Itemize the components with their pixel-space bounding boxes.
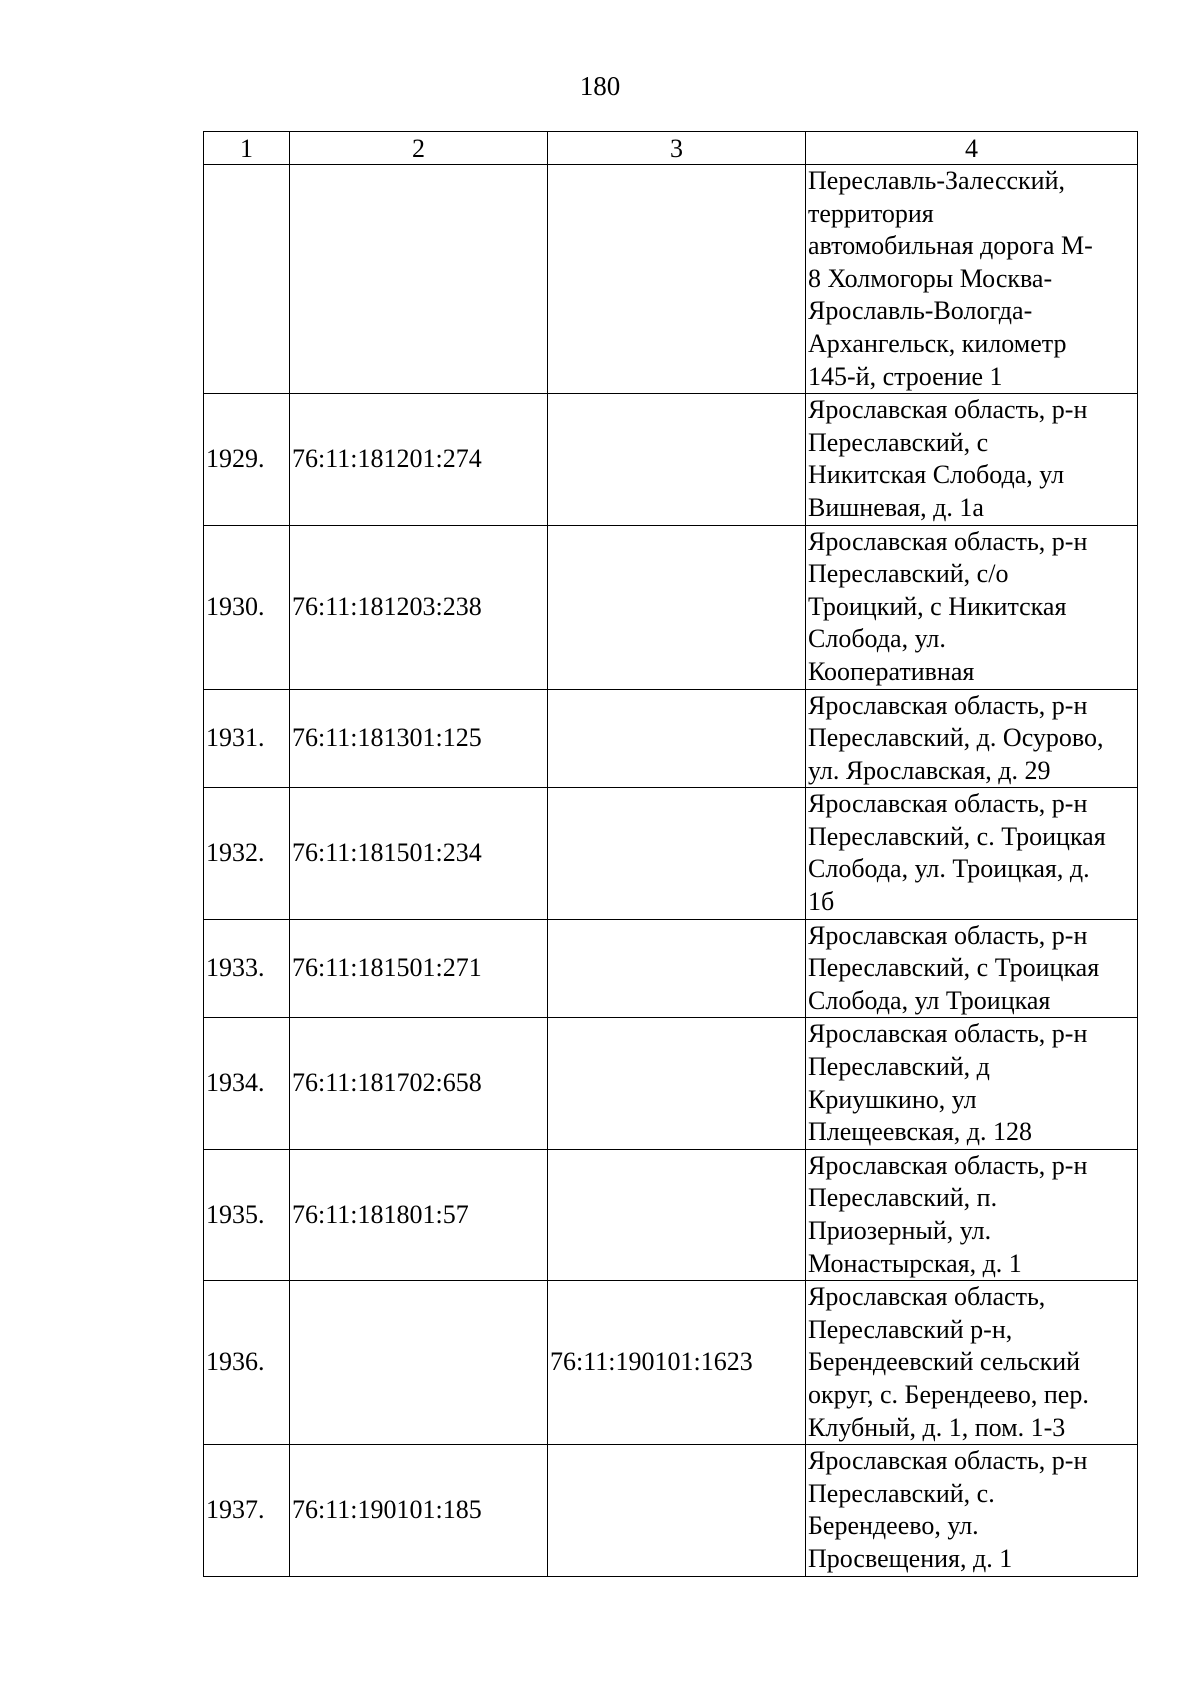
row-number-cell: 1935. (204, 1149, 290, 1280)
cadastral-number-cell: 76:11:190101:185 (290, 1445, 548, 1576)
address-line: Ярославская область, р-н (808, 789, 1088, 819)
row-number-cell: 1936. (204, 1281, 290, 1445)
cadastral-number-cell: 76:11:181501:234 (290, 788, 548, 919)
address-line: Переславский, с. (808, 1478, 995, 1508)
address-line: Слобода, ул Троицкая (808, 985, 1051, 1015)
address-cell (806, 525, 1138, 689)
registry-table (203, 131, 1138, 1577)
cadastral-number-alt-cell (548, 1149, 806, 1280)
address-line: Переславль-Залесский, (808, 166, 1065, 195)
cadastral-number-cell: 76:11:181801:57 (290, 1149, 548, 1280)
address-line: автомобильная дорога М- (808, 231, 1093, 261)
address-line: 1б (808, 887, 835, 917)
cadastral-number-cell (290, 165, 548, 394)
cadastral-number-alt-cell (548, 394, 806, 525)
row-number-cell: 1932. (204, 788, 290, 919)
column-header-4: 4 (806, 132, 1138, 165)
table-row (204, 1281, 1138, 1445)
address-line: Слобода, ул. (808, 624, 946, 654)
cadastral-number-alt-cell: 76:11:190101:1623 (548, 1281, 806, 1445)
row-number-cell: 1929. (204, 394, 290, 525)
address-line: Ярославская область, р-н (808, 1019, 1088, 1049)
address-line: Ярославская область, (808, 1282, 1046, 1312)
cadastral-number-alt-cell (548, 525, 806, 689)
cadastral-number-alt-cell (548, 1018, 806, 1149)
cadastral-number-cell: 76:11:181702:658 (290, 1018, 548, 1149)
address-line: Слобода, ул. Троицкая, д. (808, 854, 1090, 884)
address-line: Ярославль-Вологда- (808, 296, 1033, 326)
address-cell (806, 788, 1138, 919)
address-line: Переславский, с/о (808, 559, 1009, 589)
address-line: Вишневая, д. 1а (808, 492, 984, 522)
address-cell (806, 394, 1138, 525)
address-line: Ярославская область, р-н (808, 690, 1088, 720)
cadastral-number-cell: 76:11:181203:238 (290, 525, 548, 689)
address-line: Кооперативная (808, 656, 975, 686)
address-line: 145-й, строение 1 (808, 361, 1003, 391)
address-line: Криушкино, ул (808, 1084, 977, 1114)
cadastral-number-cell: 76:11:181501:271 (290, 919, 548, 1018)
address-cell (806, 1281, 1138, 1445)
table-row (204, 525, 1138, 689)
row-number-cell: 1930. (204, 525, 290, 689)
cadastral-number-cell: 76:11:181301:125 (290, 689, 548, 788)
address-line: Переславский, д (808, 1052, 990, 1082)
row-number-cell (204, 165, 290, 394)
cadastral-number-cell: 76:11:181201:274 (290, 394, 548, 525)
column-header-3: 3 (548, 132, 806, 165)
address-line: Никитская Слобода, ул (808, 460, 1065, 490)
cadastral-number-alt-cell (548, 1445, 806, 1576)
address-line: Архангельск, километр (808, 328, 1067, 358)
table-header-row (204, 132, 1138, 165)
table-row (204, 1149, 1138, 1280)
address-cell (806, 919, 1138, 1018)
table-row (204, 788, 1138, 919)
address-line: 8 Холмогоры Москва- (808, 263, 1053, 293)
address-line: Троицкий, с Никитская (808, 591, 1067, 621)
address-line: Берендеевский сельский (808, 1347, 1081, 1377)
row-number-cell: 1937. (204, 1445, 290, 1576)
address-line: Ярославская область, р-н (808, 1446, 1088, 1476)
row-number-cell: 1934. (204, 1018, 290, 1149)
table-row (204, 394, 1138, 525)
table-row (204, 165, 1138, 394)
cadastral-number-alt-cell (548, 919, 806, 1018)
address-line: Клубный, д. 1, пом. 1-3 (808, 1412, 1066, 1442)
address-line: Плещеевская, д. 128 (808, 1117, 1033, 1147)
row-number-cell: 1931. (204, 689, 290, 788)
address-line: округ, с. Берендеево, пер. (808, 1379, 1089, 1409)
address-line: Переславский р-н, (808, 1314, 1013, 1344)
column-header-2: 2 (290, 132, 548, 165)
column-header-1: 1 (204, 132, 290, 165)
row-number-cell: 1933. (204, 919, 290, 1018)
address-cell (806, 1149, 1138, 1280)
address-line: Переславский, д. Осурово, (808, 723, 1104, 753)
page-number: 180 (579, 71, 621, 101)
address-line: Переславский, п. (808, 1183, 998, 1213)
address-line: Ярославская область, р-н (808, 526, 1088, 556)
cadastral-number-cell (290, 1281, 548, 1445)
address-line: Монастырская, д. 1 (808, 1248, 1022, 1278)
address-line: Переславский, с Троицкая (808, 953, 1100, 983)
address-line: Ярославская область, р-н (808, 395, 1088, 425)
address-cell (806, 1445, 1138, 1576)
address-line: Ярославская область, р-н (808, 920, 1088, 950)
cadastral-number-alt-cell (548, 689, 806, 788)
address-line: территория (808, 198, 934, 228)
address-line: Приозерный, ул. (808, 1216, 992, 1245)
cadastral-number-alt-cell (548, 788, 806, 919)
address-line: Переславский, с (808, 427, 989, 457)
table-row (204, 689, 1138, 788)
address-line: Берендеево, ул. (808, 1511, 979, 1541)
address-line: Просвещения, д. 1 (808, 1543, 1013, 1573)
table-row (204, 1445, 1138, 1576)
address-line: ул. Ярославская, д. 29 (808, 755, 1051, 785)
address-cell (806, 689, 1138, 788)
cadastral-number-alt-cell (548, 165, 806, 394)
address-cell (806, 165, 1138, 394)
registry-table-body (204, 132, 1138, 1577)
table-row (204, 919, 1138, 1018)
address-line: Ярославская область, р-н (808, 1150, 1088, 1180)
table-row (204, 1018, 1138, 1149)
address-cell (806, 1018, 1138, 1149)
address-line: Переславский, с. Троицкая (808, 821, 1106, 851)
